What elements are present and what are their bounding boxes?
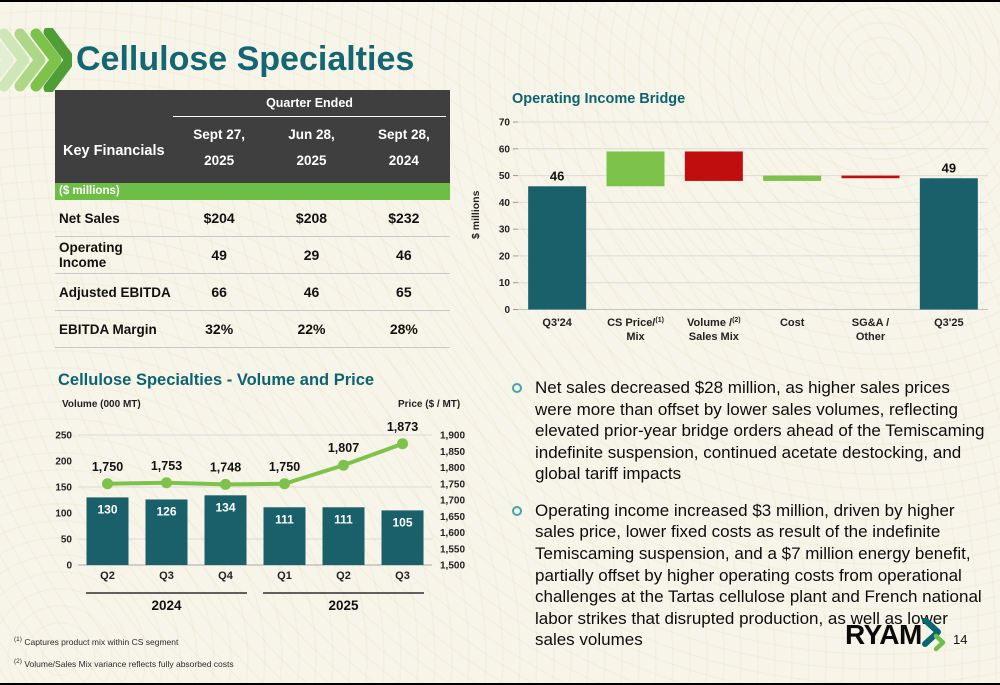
- bullet-item: [512, 377, 990, 485]
- right-tick-label: 1,650: [440, 511, 466, 523]
- left-tick-label: 100: [55, 508, 72, 520]
- left-tick-label: 200: [55, 456, 72, 468]
- waterfall-bar: [920, 178, 978, 309]
- x-axis-label: Q2: [336, 570, 351, 582]
- table-header: [55, 90, 450, 183]
- x-axis-label: Q2: [100, 570, 115, 582]
- price-point: [279, 478, 290, 489]
- column-header: [173, 120, 265, 183]
- x-axis-label-line2: Other: [855, 331, 886, 343]
- x-axis-label-line2: Mix: [626, 331, 645, 343]
- chevron-motif-icon: [0, 28, 72, 92]
- x-axis-label: Q4: [218, 570, 233, 582]
- cell-value: $204: [203, 210, 235, 226]
- table-column-headers: [173, 120, 450, 183]
- bar-value-label: 49: [941, 160, 957, 176]
- right-tick-label: 1,800: [440, 463, 466, 474]
- ryam-logo-chevron-icon: [922, 618, 950, 652]
- cell-value: $232: [388, 210, 420, 226]
- price-point-label: 1,750: [268, 459, 301, 474]
- y-tick-label: 60: [498, 144, 510, 156]
- price-point: [220, 479, 231, 490]
- price-point-label: 1,748: [209, 460, 242, 475]
- ryam-logo: [845, 618, 950, 652]
- x-axis-label: Q1: [277, 570, 292, 582]
- bar-value-label: 105: [392, 515, 413, 530]
- y-tick-label: 20: [498, 251, 510, 263]
- footnote-marker: (2): [14, 657, 22, 665]
- volume-price-chart-title: Cellulose Specialties - Volume and Price: [58, 371, 375, 389]
- x-axis-label-line2: Sales Mix: [688, 331, 739, 343]
- left-tick-label: 150: [55, 482, 72, 494]
- ryam-logo-text: RYAM: [845, 619, 922, 650]
- table-row: [55, 237, 450, 274]
- bar-value-label: 46: [549, 168, 565, 184]
- waterfall-bar: [528, 186, 586, 309]
- volume-price-chart: [40, 393, 490, 633]
- row-label: Net Sales: [59, 210, 120, 226]
- x-axis-label: CS Price/$^{(1)}$: [607, 317, 664, 329]
- volume-axis-header: Volume (000 MT): [62, 399, 141, 410]
- column-header: [358, 120, 450, 183]
- column-header-line1: Sept 28,: [377, 127, 430, 142]
- cell-value: 66: [211, 284, 227, 300]
- right-tick-label: 1,600: [440, 528, 466, 539]
- key-financials-table: [55, 90, 450, 348]
- waterfall-bar: [685, 151, 743, 180]
- x-axis-label: Q3'25: [934, 317, 964, 329]
- waterfall-bar: [607, 151, 665, 186]
- cell-value: 49: [211, 247, 227, 263]
- y-tick-label: 0: [504, 305, 510, 316]
- y-tick-label: 10: [498, 278, 510, 290]
- left-tick-label: 0: [66, 560, 72, 572]
- footnote-marker: (1): [14, 636, 22, 643]
- page-number: 14: [953, 632, 968, 647]
- cell-value: 46: [303, 284, 320, 300]
- column-header: [265, 120, 357, 183]
- column-header-line1: Sept 27,: [193, 127, 246, 142]
- cell-value: 28%: [389, 321, 418, 337]
- x-axis-label: Q3: [159, 570, 174, 582]
- row-label: EBITDA Margin: [59, 321, 157, 337]
- x-axis-label: Q3'24: [542, 317, 572, 329]
- footnote-text: Volume/Sales Mix variance reflects fully absorbed costs: [24, 658, 234, 669]
- x-axis-label: Q3: [395, 570, 410, 582]
- footnote-text: Captures product mix within CS segment: [24, 636, 179, 647]
- operating-income-bridge-chart: [488, 112, 998, 357]
- bar-value-label: 126: [156, 504, 177, 519]
- price-point: [397, 438, 408, 449]
- right-tick-label: 1,850: [440, 446, 466, 458]
- footnotes: [14, 636, 234, 680]
- y-tick-label: 70: [498, 117, 510, 129]
- column-header-line1: Jun 28,: [288, 127, 335, 142]
- cell-value: 22%: [297, 321, 326, 337]
- price-point: [102, 478, 113, 489]
- page-title: Cellulose Specialties: [76, 40, 415, 78]
- price-point-label: 1,807: [327, 441, 360, 456]
- table-row: [55, 274, 450, 311]
- y-tick-label: 40: [498, 197, 510, 209]
- bullet-text: Operating income increased $3 million, driven by higher sales price, lower fixed costs as result of the indefinite Temiscaming suspension, and a $7 million energy benefit, partially offset by higher operating costs from operational challenges at the Tartas cellulose plant and French national labor strikes that disrupted production, as well as lower sales volumes: [535, 500, 982, 650]
- bar-value-label: 134: [215, 500, 236, 515]
- price-point-label: 1,753: [150, 458, 183, 473]
- x-axis-label: Volume /$^{(2)}$: [687, 317, 741, 329]
- bullet-circle-icon: [512, 506, 522, 516]
- x-axis-label: SG&A /: [851, 317, 890, 329]
- x-axis-label: Cost: [779, 317, 805, 329]
- table-unit-row: ($ millions): [55, 183, 450, 200]
- left-tick-label: 250: [55, 430, 72, 442]
- price-point: [338, 460, 349, 471]
- waterfall-bar: [842, 176, 900, 179]
- cell-value: 32%: [205, 321, 234, 337]
- bar-value-label: 111: [334, 512, 353, 527]
- table-group-header: Quarter Ended: [266, 96, 353, 110]
- table-corner-label: Key Financials: [63, 143, 165, 159]
- right-tick-label: 1,750: [440, 479, 466, 491]
- waterfall-y-axis-label: $ millions: [470, 190, 482, 240]
- price-point: [161, 477, 172, 488]
- table-row: [55, 311, 450, 348]
- bar-value-label: 130: [97, 502, 118, 517]
- right-tick-label: 1,900: [440, 430, 466, 442]
- footnote: [14, 658, 234, 669]
- waterfall-bar: [763, 176, 821, 181]
- cell-value: 65: [396, 284, 412, 300]
- bar-value-label: 111: [275, 512, 294, 527]
- right-tick-label: 1,700: [440, 495, 466, 507]
- column-header-line2: 2025: [296, 153, 327, 168]
- left-tick-label: 50: [60, 534, 72, 546]
- column-header-line2: 2024: [388, 153, 419, 168]
- footnote: [14, 636, 234, 647]
- column-header-line2: 2025: [204, 153, 235, 168]
- bullet-circle-icon: [512, 383, 522, 393]
- right-tick-label: 1,500: [440, 560, 466, 572]
- slide-top-border: [0, 0, 1000, 2]
- row-label: Adjusted EBITDA: [59, 284, 171, 300]
- price-point-label: 1,750: [91, 459, 124, 474]
- year-group-label: 2024: [151, 598, 182, 613]
- price-axis-header: Price ($ / MT): [398, 399, 461, 410]
- y-tick-label: 50: [498, 171, 510, 183]
- bullet-text: Net sales decreased $28 million, as higher sales prices were more than offset by lower sales volumes, reflecting elevated prior-year bridge orders ahead of the Temiscaming indefinite suspension, continued acetate destocking, and global tariff impacts: [535, 378, 985, 484]
- y-tick-label: 30: [498, 224, 510, 236]
- table-group-underline: [173, 116, 446, 117]
- cell-value: 46: [396, 247, 412, 263]
- waterfall-chart-title: Operating Income Bridge: [512, 91, 686, 107]
- cell-value: 29: [303, 247, 320, 263]
- price-point-label: 1,873: [386, 419, 419, 434]
- row-label: Operating Income: [59, 240, 123, 270]
- year-group-label: 2025: [328, 598, 359, 613]
- table-row: [55, 200, 450, 237]
- cell-value: $208: [295, 210, 328, 226]
- right-tick-label: 1,550: [440, 544, 466, 556]
